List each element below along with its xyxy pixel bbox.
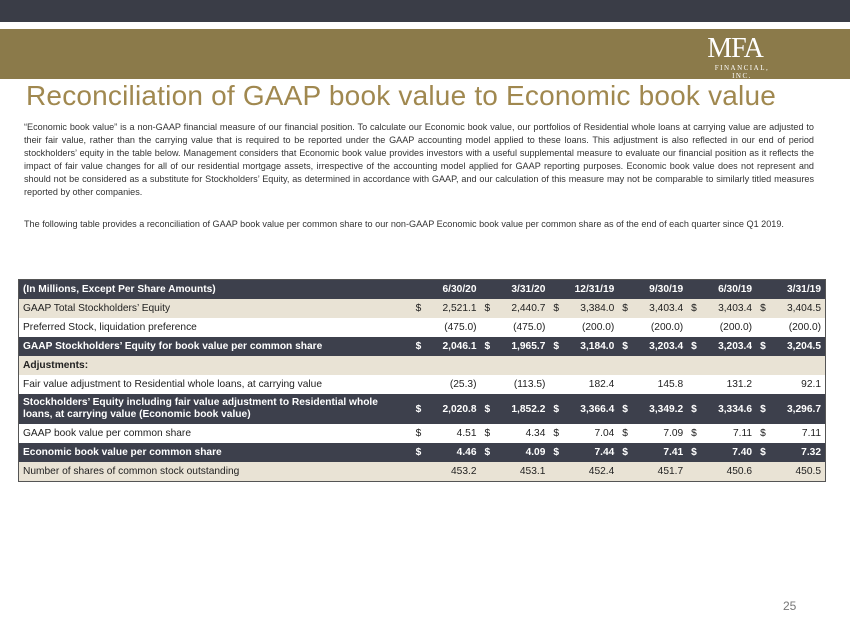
value-cell: 3,403.4 [630, 299, 687, 318]
value-cell: 7.11 [699, 424, 756, 443]
currency-symbol: $ [412, 299, 424, 318]
value-cell: 4.51 [423, 424, 480, 443]
currency-symbol [756, 356, 768, 375]
currency-symbol: $ [549, 443, 561, 462]
value-cell: (113.5) [492, 375, 549, 394]
value-cell: 3,384.0 [561, 299, 618, 318]
column-header: 6/30/19 [687, 280, 756, 300]
column-header: 3/31/20 [481, 280, 550, 300]
currency-symbol: $ [687, 394, 699, 424]
value-cell: 4.09 [492, 443, 549, 462]
currency-symbol: $ [481, 424, 493, 443]
currency-symbol [618, 356, 630, 375]
row-label: GAAP book value per common share [19, 424, 412, 443]
value-cell: 145.8 [630, 375, 687, 394]
fair-value-adjustment-row [19, 375, 826, 394]
value-cell [630, 356, 687, 375]
value-cell: 7.44 [561, 443, 618, 462]
currency-symbol: $ [618, 394, 630, 424]
preferred-stock-row [19, 318, 826, 337]
currency-symbol: $ [618, 337, 630, 356]
value-cell: (200.0) [699, 318, 756, 337]
currency-symbol: $ [549, 424, 561, 443]
intro-paragraph: “Economic book value” is a non-GAAP financial measure of our financial position. To calculate our Economic book value, our portfolios of Residential whole loans at carrying value are adjusted to their fair value, rather than the carrying value that is required to be reported under the GAAP accounting model applied to these loans. This adjustment is also reflected in our end of period stockholders’ equity in the table below. Management considers that Economic book value provides investors with a useful supplemental measure to evaluate our financial position as it reflects the impact of fair value changes for all of our residential mortgage assets, irrespective of the accounting model applied for GAAP reporting purposes. Economic book value does not represent and should not be considered as a substitute for Stockholders’ Equity, as determined in accordance with GAAP, and our calculation of this measure may not be comparable to similarly titled measures reported by other companies. [24, 122, 814, 198]
value-cell [423, 356, 480, 375]
row-label: Preferred Stock, liquidation preference [19, 318, 412, 337]
currency-symbol [412, 375, 424, 394]
value-cell: 1,965.7 [492, 337, 549, 356]
reconciliation-table [18, 279, 826, 482]
value-cell [492, 356, 549, 375]
currency-symbol: $ [756, 443, 768, 462]
value-cell: 7.41 [630, 443, 687, 462]
currency-symbol [549, 318, 561, 337]
row-label: Adjustments: [19, 356, 412, 375]
currency-symbol [481, 375, 493, 394]
column-header: 9/30/19 [618, 280, 687, 300]
shares-outstanding-row [19, 462, 826, 482]
row-label: GAAP Total Stockholders’ Equity [19, 299, 412, 318]
currency-symbol: $ [481, 443, 493, 462]
column-header: 6/30/20 [412, 280, 481, 300]
currency-symbol: $ [687, 443, 699, 462]
value-cell: 450.5 [768, 462, 826, 482]
page-number: 25 [783, 599, 797, 613]
value-cell: 4.46 [423, 443, 480, 462]
currency-symbol [549, 356, 561, 375]
value-cell: 7.04 [561, 424, 618, 443]
row-label: Number of shares of common stock outstanding [19, 462, 412, 482]
currency-symbol: $ [481, 299, 493, 318]
currency-symbol [618, 318, 630, 337]
currency-symbol [481, 462, 493, 482]
currency-symbol: $ [687, 424, 699, 443]
currency-symbol: $ [412, 443, 424, 462]
value-cell: 92.1 [768, 375, 826, 394]
adjustments-row [19, 356, 826, 375]
currency-symbol [687, 462, 699, 482]
currency-symbol: $ [412, 394, 424, 424]
value-cell: 7.09 [630, 424, 687, 443]
value-cell: 450.6 [699, 462, 756, 482]
value-cell [561, 356, 618, 375]
currency-symbol: $ [618, 424, 630, 443]
value-cell [699, 356, 756, 375]
currency-symbol [549, 462, 561, 482]
currency-symbol: $ [618, 443, 630, 462]
value-cell: 452.4 [561, 462, 618, 482]
value-cell: 7.32 [768, 443, 826, 462]
currency-symbol [412, 356, 424, 375]
value-cell: 4.34 [492, 424, 549, 443]
value-cell: (200.0) [768, 318, 826, 337]
currency-symbol [618, 375, 630, 394]
currency-symbol: $ [412, 337, 424, 356]
currency-symbol [481, 356, 493, 375]
column-header: 12/31/19 [549, 280, 618, 300]
table-header-row [19, 280, 826, 300]
economic-equity-row [19, 394, 826, 424]
value-cell: (475.0) [423, 318, 480, 337]
currency-symbol: $ [481, 337, 493, 356]
header-label: (In Millions, Except Per Share Amounts) [19, 280, 412, 300]
currency-symbol [412, 462, 424, 482]
currency-symbol: $ [618, 299, 630, 318]
gaap-equity-row [19, 299, 826, 318]
currency-symbol: $ [756, 299, 768, 318]
currency-symbol: $ [481, 394, 493, 424]
logo-subtitle: FINANCIAL, INC. [714, 64, 770, 80]
top-divider [0, 22, 850, 29]
currency-symbol: $ [756, 337, 768, 356]
page-title: Reconciliation of GAAP book value to Economic book value [26, 80, 777, 111]
currency-symbol: $ [756, 394, 768, 424]
value-cell: 2,440.7 [492, 299, 549, 318]
value-cell: 3,403.4 [699, 299, 756, 318]
currency-symbol: $ [687, 337, 699, 356]
currency-symbol [481, 318, 493, 337]
value-cell: 453.2 [423, 462, 480, 482]
row-label: GAAP Stockholders’ Equity for book value per common share [19, 337, 412, 356]
currency-symbol: $ [756, 424, 768, 443]
value-cell: 7.11 [768, 424, 826, 443]
value-cell: 1,852.2 [492, 394, 549, 424]
value-cell: 3,296.7 [768, 394, 826, 424]
value-cell: 3,203.4 [630, 337, 687, 356]
value-cell: 7.40 [699, 443, 756, 462]
value-cell: (200.0) [630, 318, 687, 337]
value-cell: (200.0) [561, 318, 618, 337]
value-cell: 2,046.1 [423, 337, 480, 356]
currency-symbol: $ [549, 299, 561, 318]
row-label: Stockholders’ Equity including fair value adjustment to Residential whole loans, at carrying value (Economic book value) [19, 394, 412, 424]
value-cell: 3,334.6 [699, 394, 756, 424]
economic-bvps-row [19, 443, 826, 462]
row-label: Economic book value per common share [19, 443, 412, 462]
value-cell: 2,020.8 [423, 394, 480, 424]
currency-symbol [756, 318, 768, 337]
currency-symbol [412, 318, 424, 337]
value-cell: 182.4 [561, 375, 618, 394]
currency-symbol [756, 462, 768, 482]
value-cell [768, 356, 826, 375]
currency-symbol: $ [687, 299, 699, 318]
currency-symbol [618, 462, 630, 482]
value-cell: 3,366.4 [561, 394, 618, 424]
value-cell: (25.3) [423, 375, 480, 394]
table-intro-paragraph: The following table provides a reconciliation of GAAP book value per common share to our non-GAAP Economic book value per common share as of the end of each quarter since Q1 2019. [24, 219, 784, 229]
value-cell: 451.7 [630, 462, 687, 482]
top-bar [0, 0, 850, 22]
value-cell: 3,349.2 [630, 394, 687, 424]
currency-symbol [756, 375, 768, 394]
value-cell: 2,521.1 [423, 299, 480, 318]
company-logo [690, 33, 780, 80]
value-cell: 3,404.5 [768, 299, 826, 318]
logo-mark: MFA [707, 33, 763, 64]
currency-symbol [549, 375, 561, 394]
row-label: Fair value adjustment to Residential whole loans, at carrying value [19, 375, 412, 394]
currency-symbol [687, 375, 699, 394]
value-cell: 3,184.0 [561, 337, 618, 356]
currency-symbol [687, 356, 699, 375]
value-cell: 453.1 [492, 462, 549, 482]
value-cell: 3,203.4 [699, 337, 756, 356]
value-cell: (475.0) [492, 318, 549, 337]
currency-symbol: $ [412, 424, 424, 443]
column-header: 3/31/19 [756, 280, 825, 300]
currency-symbol [687, 318, 699, 337]
gaap-equity-common-row [19, 337, 826, 356]
value-cell: 131.2 [699, 375, 756, 394]
currency-symbol: $ [549, 394, 561, 424]
gaap-bvps-row [19, 424, 826, 443]
value-cell: 3,204.5 [768, 337, 826, 356]
currency-symbol: $ [549, 337, 561, 356]
